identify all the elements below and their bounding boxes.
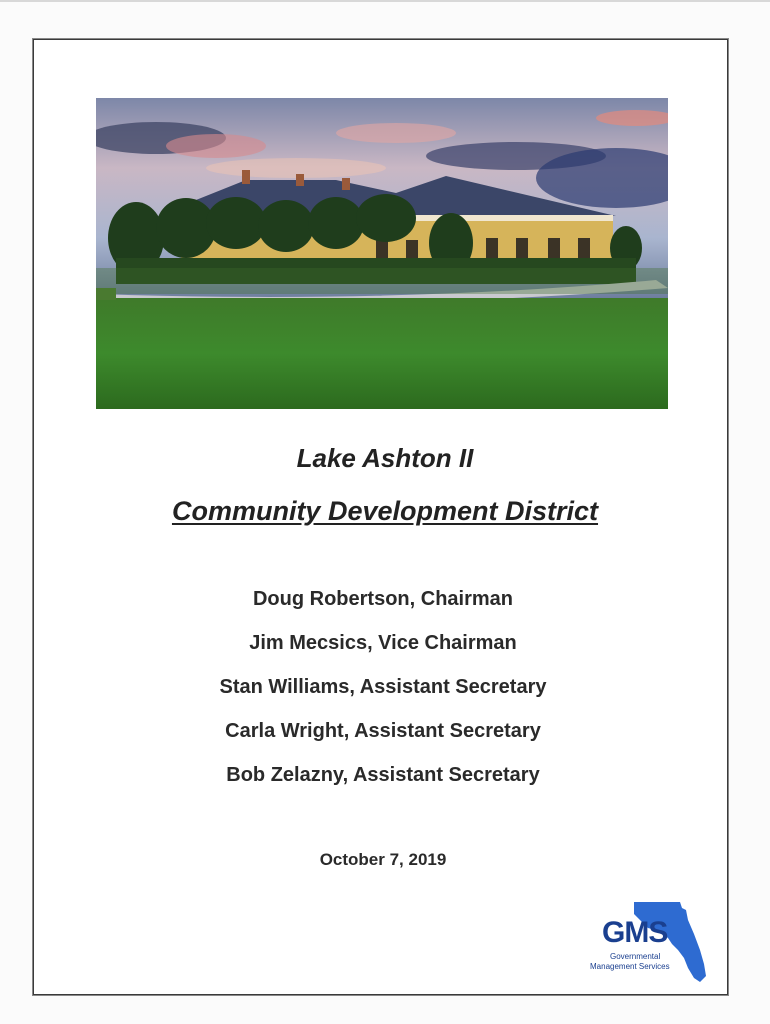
gms-logo	[588, 898, 712, 986]
member-vice-chairman: Jim Mecsics, Vice Chairman	[249, 632, 517, 654]
logo-line1: Governmental	[610, 952, 661, 961]
member-assistant-secretary-1: Stan Williams, Assistant Secretary	[219, 676, 547, 698]
district-name: Lake Ashton II	[296, 443, 474, 473]
logo-line2: Management Services	[590, 962, 670, 971]
member-chairman: Doug Robertson, Chairman	[252, 588, 513, 610]
scan-edge	[0, 0, 770, 2]
member-assistant-secretary-2: Carla Wright, Assistant Secretary	[225, 720, 541, 742]
clubhouse-photo	[96, 98, 668, 409]
meeting-date: October 7, 2019	[319, 850, 447, 869]
district-subtitle: Community Development District	[171, 496, 599, 526]
member-assistant-secretary-3: Bob Zelazny, Assistant Secretary	[226, 764, 540, 786]
logo-acronym: GMS	[602, 916, 668, 949]
